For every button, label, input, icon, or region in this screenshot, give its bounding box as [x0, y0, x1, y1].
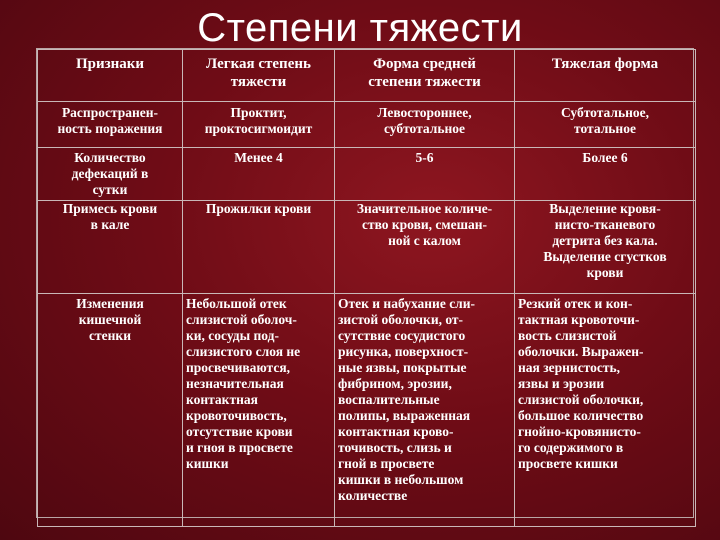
- cell-sign: Примесь крови в кале: [38, 201, 183, 294]
- table-row: [38, 102, 696, 148]
- slide-title: Степени тяжести: [197, 6, 523, 50]
- cell-mild: Прожилки крови: [183, 201, 335, 294]
- header-severe: Тяжелая форма: [515, 50, 696, 102]
- table-header-row: [38, 50, 696, 102]
- table-row: [38, 294, 696, 527]
- cell-mild: Проктит, проктосигмоидит: [183, 102, 335, 148]
- cell-sign: Количество дефекаций в сутки: [38, 148, 183, 201]
- cell-severe: Выделение кровя- нисто-тканевого детрита без кала. Выделение сгустков крови: [515, 201, 696, 294]
- cell-severe: Более 6: [515, 148, 696, 201]
- cell-mild: Небольшой отек слизистой оболоч- ки, сосуды под- слизистого слоя не просвечиваются, незначительная контактная кровоточивость, отсутствие крови и гноя в просвете кишки: [183, 294, 335, 527]
- cell-sign: Распространен- ность поражения: [38, 102, 183, 148]
- cell-severe: Резкий отек и кон- тактная кровоточи- вость слизистой оболочки. Выражен- ная зернистость, язвы и эрозии слизистой оболочки, большое количество гнойно-кровянисто- го содержимого в просвете кишки: [515, 294, 696, 527]
- cell-moderate: 5-6: [335, 148, 515, 201]
- cell-moderate: Значительное количе- ство крови, смешан- ной с калом: [335, 201, 515, 294]
- cell-mild: Менее 4: [183, 148, 335, 201]
- header-signs: Признаки: [38, 50, 183, 102]
- table-row: [38, 201, 696, 294]
- header-moderate: Форма средней степени тяжести: [335, 50, 515, 102]
- cell-moderate: Отек и набухание сли- зистой оболочки, от- сутствие сосудистого рисунка, поверхност- ные язвы, покрытые фибрином, эрозии, воспалительные полипы, выраженная контактная крово- точивость, слизь и гной в просвете кишки в небольшом количестве: [335, 294, 515, 527]
- table-row: [38, 148, 696, 201]
- cell-severe: Субтотальное, тотальное: [515, 102, 696, 148]
- severity-table: [36, 48, 694, 518]
- cell-sign: Изменения кишечной стенки: [38, 294, 183, 527]
- cell-moderate: Левостороннее, субтотальное: [335, 102, 515, 148]
- header-mild: Легкая степень тяжести: [183, 50, 335, 102]
